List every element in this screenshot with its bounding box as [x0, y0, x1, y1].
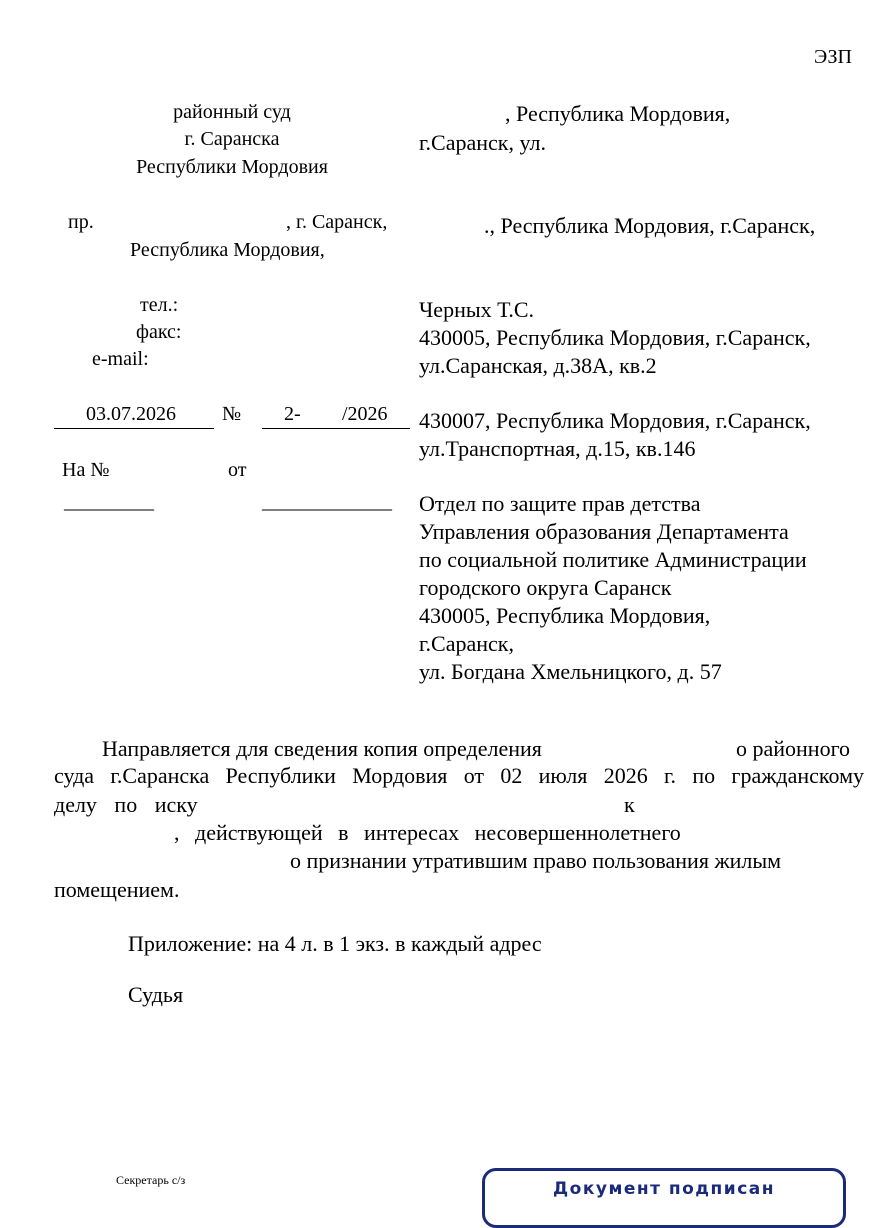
attachment-note: Приложение: на 4 л. в 1 экз. в каждый адрес	[128, 931, 542, 956]
court-name-line3: Республики Мордовия	[136, 156, 328, 178]
outgoing-date: 03.07.2026	[86, 403, 176, 425]
recipient-1-line2: г.Саранск, ул.	[419, 130, 546, 155]
recipient-5-line1: Отдел по защите прав детства	[419, 491, 701, 516]
outgoing-date-underline	[54, 428, 214, 429]
recipient-5-line2: Управления образования Департамента	[419, 519, 789, 544]
reply-number-line: _________	[64, 491, 154, 513]
court-fax-label: факс:	[136, 321, 182, 343]
outgoing-number-prefix: 2-	[284, 403, 301, 425]
court-email-label: e-mail:	[92, 348, 149, 370]
outgoing-number-sign: №	[222, 403, 242, 425]
signature-stamp-text: Документ подписан	[553, 1179, 775, 1199]
recipient-3-line2: 430005, Республика Мордовия, г.Саранск,	[419, 325, 811, 350]
body-line1-start: Направляется для сведения копия определения	[102, 736, 542, 761]
outgoing-number-suffix: /2026	[342, 403, 388, 425]
body-line2: суда г.Саранска Республики Мордовия от 02 июля 2026 г. по гражданскому	[54, 763, 864, 788]
recipient-3-line3: ул.Саранская, д.38А, кв.2	[419, 353, 657, 378]
court-address-city: , г. Саранск,	[286, 211, 388, 233]
judge-label: Судья	[128, 982, 184, 1007]
document-code: ЭЗП	[814, 46, 852, 68]
recipient-5-line6: г.Саранск,	[419, 631, 514, 656]
recipient-5-line5: 430005, Республика Мордовия,	[419, 603, 711, 628]
recipient-4-line2: ул.Транспортная, д.15, кв.146	[419, 436, 696, 461]
reply-date-line: _____________	[262, 491, 392, 513]
signature-stamp	[482, 1168, 846, 1228]
body-line3-end: к	[624, 792, 635, 817]
recipient-5-line7: ул. Богдана Хмельницкого, д. 57	[419, 659, 722, 684]
court-name-line2: г. Саранска	[184, 128, 280, 150]
body-line4: , действующей в интересах несовершеннолетнего	[174, 820, 681, 845]
recipient-4-line1: 430007, Республика Мордовия, г.Саранск,	[419, 408, 811, 433]
court-address-region: Республика Мордовия,	[130, 239, 325, 261]
court-phone-label: тел.:	[140, 294, 179, 316]
court-name-line1: районный суд	[173, 101, 291, 123]
body-line3-start: делу по иску	[54, 792, 198, 817]
recipient-2-line1: ., Республика Мордовия, г.Саранск,	[484, 213, 816, 238]
recipient-1-line1: , Республика Мордовия,	[505, 101, 731, 126]
body-line5: о признании утратившим право пользования жилым	[290, 848, 782, 873]
court-address-prefix: пр.	[68, 211, 94, 233]
body-line1-end: о районного	[736, 736, 851, 761]
outgoing-number-underline	[262, 428, 410, 429]
recipient-5-line4: городского округа Саранск	[419, 575, 672, 600]
recipient-3-line1: Черных Т.С.	[419, 297, 535, 322]
recipient-5-line3: по социальной политике Администрации	[419, 547, 807, 572]
secretary-label: Секретарь с/з	[116, 1173, 186, 1187]
reply-from-label: от	[228, 459, 247, 481]
body-line6: помещением.	[54, 877, 180, 902]
reply-label: На №	[62, 459, 110, 481]
